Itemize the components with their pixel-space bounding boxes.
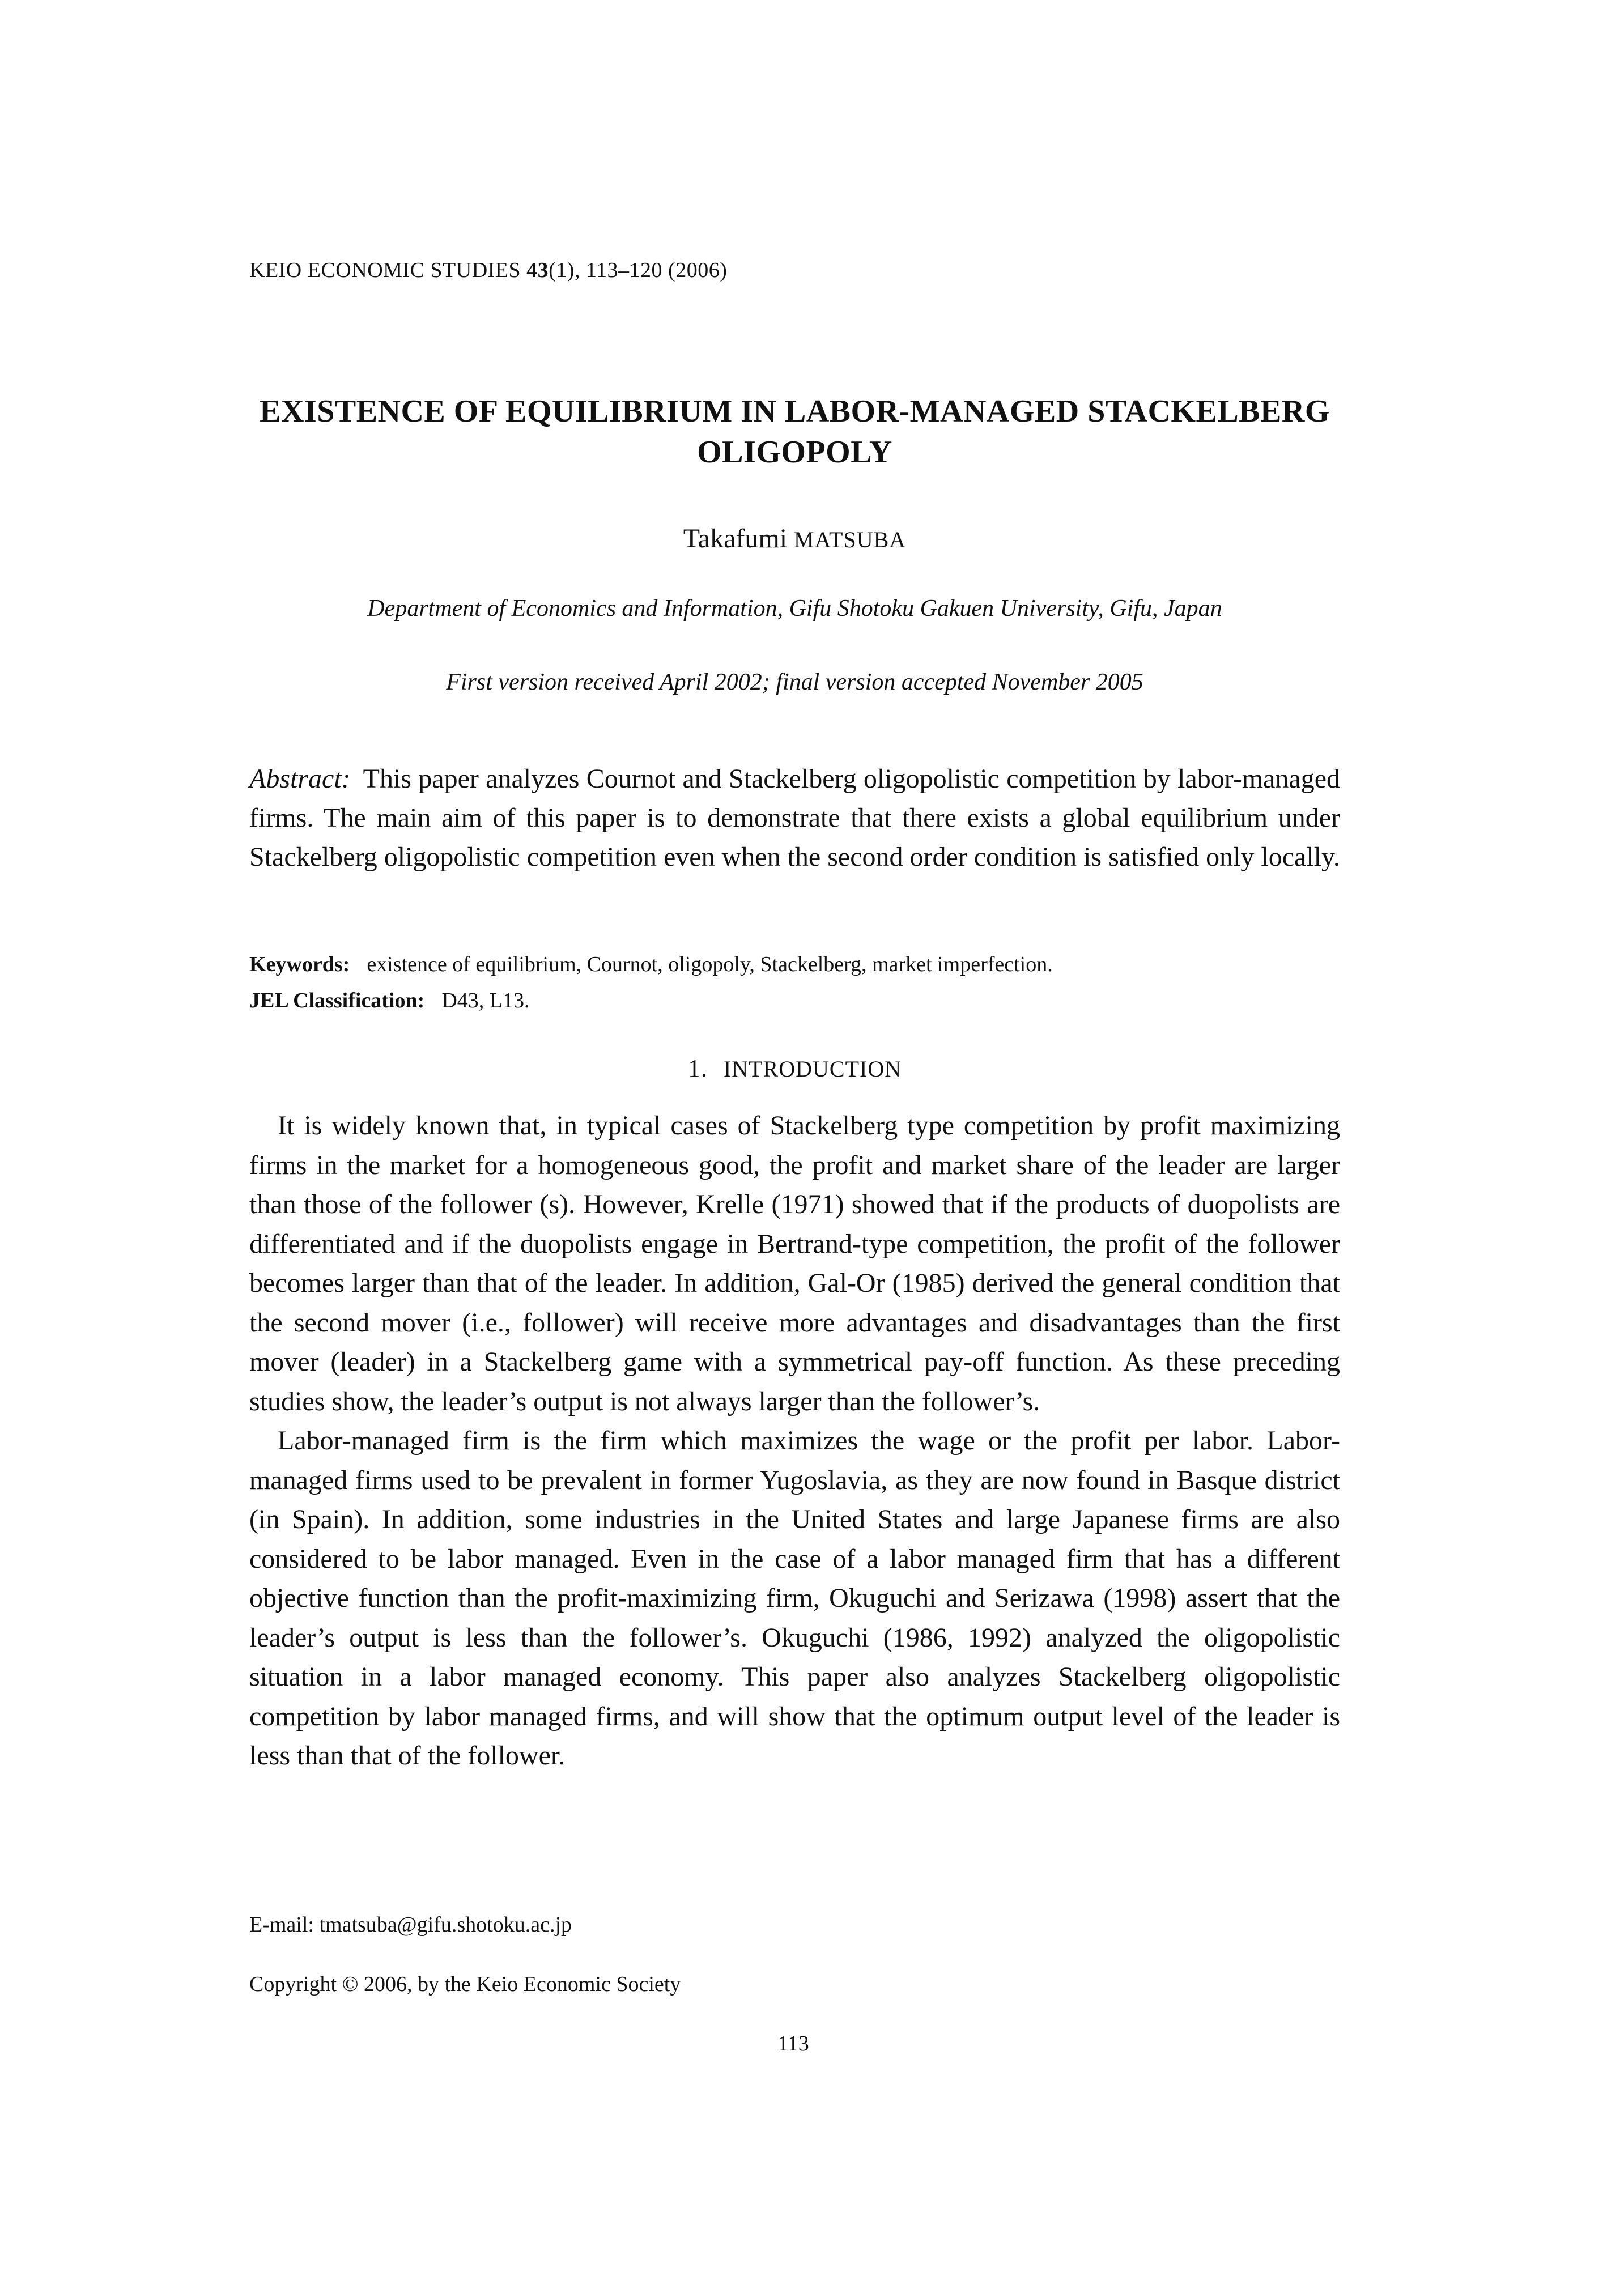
paper-title — [249, 391, 1340, 473]
author-email: E-mail: tmatsuba@gifu.shotoku.ac.jp — [249, 1913, 572, 1937]
journal-volume: 43 — [526, 258, 549, 282]
section-number: 1. — [687, 1054, 708, 1082]
received-dates: First version received April 2002; final version accepted November 2005 — [446, 669, 1143, 695]
paper-title-line-2: OLIGOPOLY — [697, 435, 892, 470]
author-given-name: Takafumi — [683, 524, 788, 554]
jel-codes: D43, L13. — [441, 989, 530, 1013]
author-name — [249, 523, 1340, 554]
author-affiliation: Department of Economics and Information, Gifu Shotoku Gakuen University, Gifu, Japan — [367, 595, 1222, 622]
keywords-text: existence of equilibrium, Cournot, oligopoly, Stackelberg, market imperfection. — [367, 952, 1053, 976]
paper-title-line-1: EXISTENCE OF EQUILIBRIUM IN LABOR-MANAGED STACKELBERG — [260, 394, 1330, 429]
abstract-label: Abstract: — [249, 764, 351, 794]
journal-header — [249, 258, 727, 283]
copyright-notice: Copyright © 2006, by the Keio Economic Society — [249, 1972, 681, 1996]
author-family-name: MATSUBA — [794, 527, 907, 552]
jel-classification — [249, 988, 529, 1013]
jel-label: JEL Classification: — [249, 989, 425, 1013]
journal-issue-pages-year: (1), 113–120 (2006) — [549, 258, 728, 282]
body-paragraph: Labor-managed firm is the firm which maximizes the wage or the profit per labor. Labor-managed firms used to be prevalent in former Yugoslavia, as they are now found in Basque district (in Spain). In addition, some industries in the United States and large Japanese firms are also considered to be labor managed. Even in the case of a labor managed firm that has a different objective function than the profit-maximizing firm, Okuguchi and Serizawa (1998) assert that the leader’s output is less than the follower’s. Okuguchi (1986, 1992) analyzed the oligopolistic situation in a labor managed economy. This paper also analyzes Stackelberg oligopolistic competition by labor managed firms, and will show that the optimum output level of the leader is less than that of the follower. — [249, 1426, 1340, 1771]
abstract — [249, 759, 1340, 877]
body-paragraph: It is widely known that, in typical cases of Stackelberg type competition by profit maximizing firms in the market for a homogeneous good, the profit and market share of the leader are larger than those of the follower (s). However, Krelle (1971) showed that if the products of duopolists are differentiated and if the duopolists engage in Bertrand-type competition, the profit of the follower becomes larger than that of the leader. In addition, Gal-Or (1985) derived the general condition that the second mover (i.e., follower) will receive more advantages and disadvantages than the first mover (leader) in a Stackelberg game with a symmetrical pay-off function. As these preceding studies show, the leader’s output is not always larger than the follower’s. — [249, 1111, 1340, 1416]
page-number: 113 — [777, 2032, 809, 2056]
section-title: INTRODUCTION — [723, 1056, 902, 1082]
section-heading — [249, 1054, 1340, 1083]
keywords-label: Keywords: — [249, 952, 350, 976]
journal-name: KEIO ECONOMIC STUDIES — [249, 258, 521, 282]
keywords — [249, 952, 1053, 977]
abstract-text: This paper analyzes Cournot and Stackelberg oligopolistic competition by labor-managed firms. The main aim of this paper is to demonstrate that there exists a global equilibrium under Stackelberg oligopolistic competition even when the second order condition is satisfied only locally. — [249, 764, 1340, 872]
body-text — [249, 1106, 1340, 1776]
